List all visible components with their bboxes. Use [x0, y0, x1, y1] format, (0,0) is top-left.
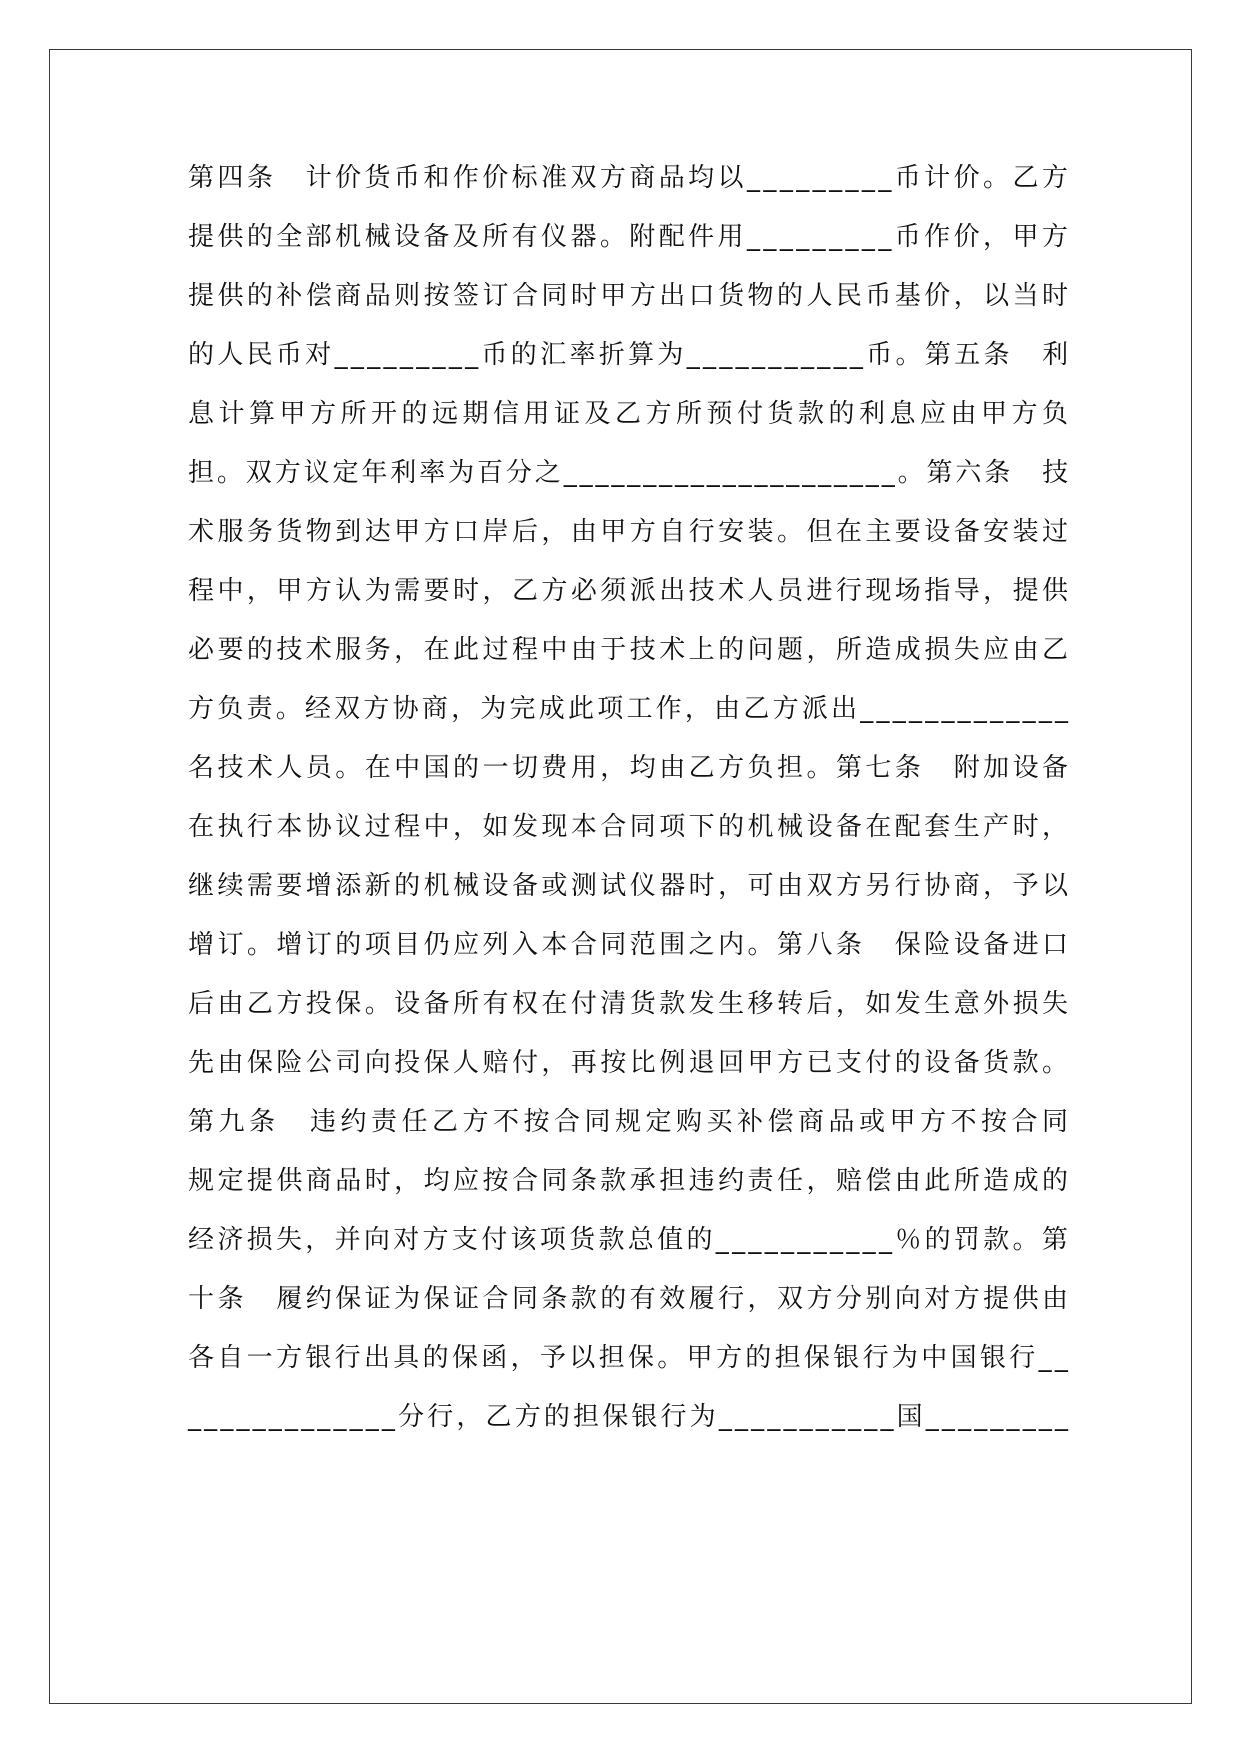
text-line: 后由乙方投保。设备所有权在付清货款发生移转后，如发生意外损失 — [188, 989, 1072, 1019]
text-line: 继续需要增添新的机械设备或测试仪器时，可由双方另行协商，予以 — [188, 871, 1072, 901]
text-line: 息计算甲方所开的远期信用证及乙方所预付货款的利息应由甲方负 — [188, 399, 1073, 429]
text-line: 在执行本协议过程中，如发现本合同项下的机械设备在配套生产时， — [188, 812, 1072, 842]
text-line: 规定提供商品时，均应按合同条款承担违约责任，赔偿由此所造成的 — [188, 1166, 1072, 1196]
text-line: 先由保险公司向投保人赔付，再按比例退回甲方已支付的设备货款。 — [188, 1048, 1072, 1078]
text-line: 增订。增订的项目仍应列入本合同范围之内。第八条 保险设备进口 — [188, 930, 1072, 960]
text-line: 程中，甲方认为需要时，乙方必须派出技术人员进行现场指导，提供 — [188, 576, 1072, 606]
text-line: 的人民币对_________币的汇率折算为___________币。第五条 利 — [188, 340, 1072, 370]
text-line: _____________分行，乙方的担保银行为___________国_________ — [188, 1402, 1072, 1432]
text-line: 提供的全部机械设备及所有仪器。附配件用_________币作价，甲方 — [188, 222, 1072, 252]
text-line: 必要的技术服务，在此过程中由于技术上的问题，所造成损失应由乙 — [188, 635, 1072, 665]
text-line: 经济损失，并向对方支付该项货款总值的___________％的罚款。第 — [188, 1225, 1072, 1255]
text-line: 担。双方议定年利率为百分之_____________________。第六条 技 — [188, 458, 1072, 488]
text-line: 提供的补偿商品则按签订合同时甲方出口货物的人民币基价，以当时 — [188, 281, 1072, 311]
text-line: 术服务货物到达甲方口岸后，由甲方自行安装。但在主要设备安装过 — [188, 517, 1072, 547]
text-line: 名技术人员。在中国的一切费用，均由乙方负担。第七条 附加设备 — [188, 753, 1072, 783]
text-line: 各自一方银行出具的保函，予以担保。甲方的担保银行为中国银行__ — [188, 1343, 1072, 1373]
text-line: 十条 履约保证为保证合同条款的有效履行，双方分别向对方提供由 — [188, 1284, 1072, 1314]
text-line: 第九条 违约责任乙方不按合同规定购买补偿商品或甲方不按合同 — [188, 1107, 1073, 1137]
text-line: 第四条 计价货币和作价标准双方商品均以_________币计价。乙方 — [188, 163, 1072, 193]
text-line: 方负责。经双方协商，为完成此项工作，由乙方派出_____________ — [188, 694, 1072, 724]
